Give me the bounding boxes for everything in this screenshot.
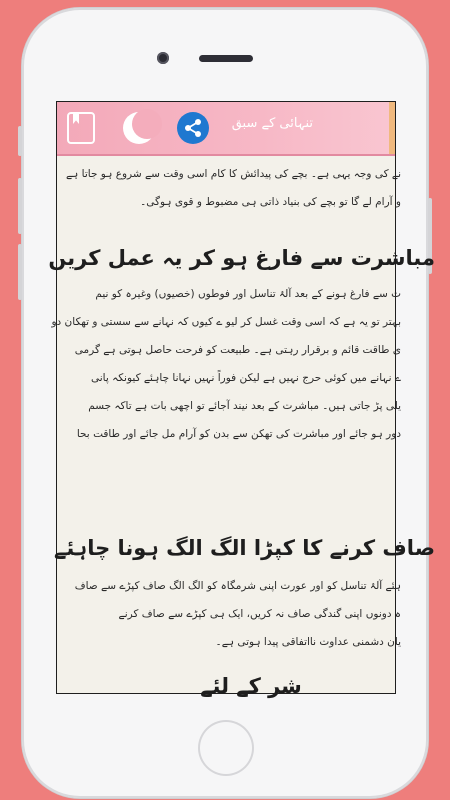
app-screen [48, 101, 435, 698]
top-toolbar [57, 102, 395, 156]
text-line: یان دشمنی عداوت نااتفاقی پیدا ہوتی ہے۔ [215, 636, 401, 648]
text-line: دور ہو جائے اور مباشرت کی تھکن سے بدن کو آرام مل جائے اور طاقت بحا [76, 428, 401, 440]
section-heading: صاف کرنے کا کپڑا الگ الگ ہونا چاہئے [54, 536, 435, 560]
text-line: ے نہانے میں کوئی حرج نہیں ہے لیکن فوراً نہیں نہانا چاہئے کیونکہ پانی [90, 372, 401, 384]
earpiece-speaker [199, 55, 253, 62]
bookmark-icon[interactable] [67, 112, 95, 144]
text-line: بہتر تو یہ ہے کہ اسی وقت غسل کر لیو ے کیوں کہ نہانے سے سستی و تھکان دو [51, 316, 401, 328]
text-line: ی طاقت قائم و برقرار رہتی ہے۔ طبیعت کو فرحت حاصل ہوتی ہے گرمی [74, 344, 401, 356]
section-heading: شر کے لئے [200, 674, 302, 698]
toolbar-edge [389, 102, 395, 154]
section-heading: مباشرت سے فارغ ہو کر یہ عمل کریں [48, 246, 435, 270]
text-line: نے کی وجہ یہی ہے۔ بچے کی پیدائش کا کام اسی وقت سے شروع ہو جاتا ہے [66, 168, 401, 180]
volume-down-button [18, 244, 22, 300]
book-page [48, 156, 435, 698]
text-line: ہئے آلۂ تناسل کو اور عورت اپنی شرمگاہ کو الگ الگ صاف کپڑے سے صاف [74, 580, 401, 592]
volume-up-button [18, 178, 22, 234]
text-line: ت سے فارغ ہونے کے بعد آلۂ تناسل اور فوطوں (خصیوں) وغیرہ کو نیم [95, 288, 401, 300]
text-line: و آرام لے گا تو بچے کی بنیاد ذاتی ہی مضبوط و قوی ہوگی۔ [140, 196, 401, 208]
front-camera [157, 52, 169, 64]
text-line: ہ دونوں اپنی گندگی صاف نہ کریں، ایک ہی کپڑے سے صاف کرنے [118, 608, 401, 620]
text-line: یلی پڑ جاتی ہیں۔ مباشرت کے بعد نیند آجائے تو اچھی بات ہے تاکہ جسم [88, 400, 401, 412]
share-icon [183, 118, 203, 138]
share-button[interactable] [177, 112, 209, 144]
page-title: تنہائی کے سبق [231, 116, 313, 131]
silent-switch [18, 126, 22, 156]
moon-icon[interactable] [123, 112, 155, 144]
home-button[interactable] [198, 720, 254, 776]
